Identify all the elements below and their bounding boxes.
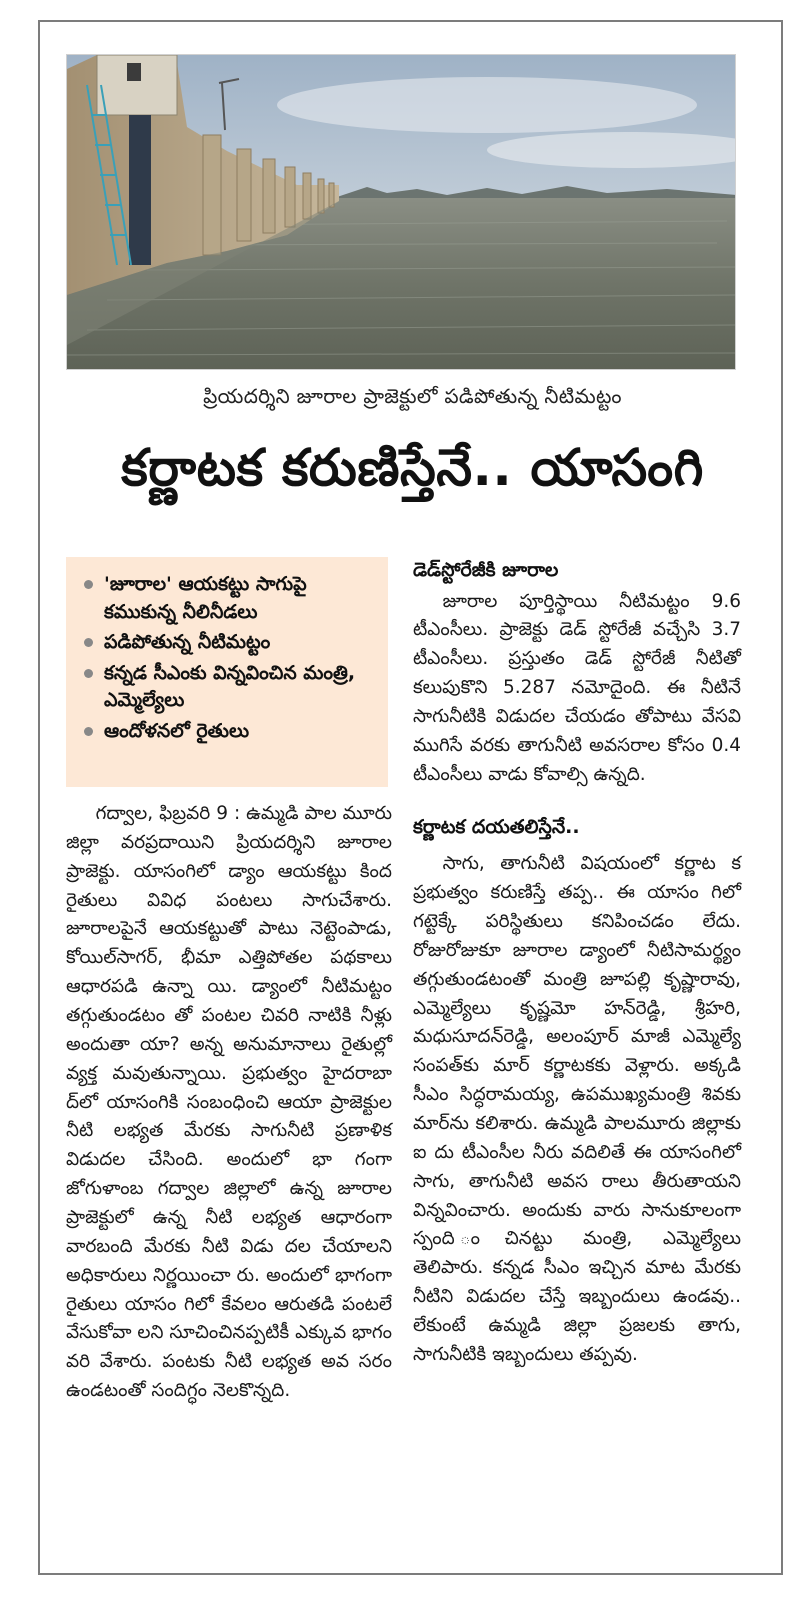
body-paragraph: గద్వాల, ఫిబ్రవరి 9 : ఉమ్మడి పాల మూరు జిల్లా వరప్రదాయిని ప్రియదర్శిని జూరాల ప్రాజెక్టు. యాసంగిలో డ్యాం ఆయకట్టు కింద రైతులు వివిధ పంటలు సాగుచేశారు. జూరాలపైనే ఆయకట్టుతో పాటు నెట్టెంపాడు, కోయిల్‌సాగర్, భీమా ఎత్తిపోతల పథకాలు ఆధారపడి ఉన్నా యి. డ్యాంలో నీటిమట్టం తగ్గుతుండటం తో పంటల చివరి నాటికి నీళ్లు అందుతా యా? అన్న అనుమానాలు రైతుల్లో వ్యక్త మవుతున్నాయి. ప్రభుత్వం హైదరాబా ద్‌లో యాసంగికి సంబంధించి ఆయా ప్రాజెక్టుల నీటి లభ్యత మేరకు సాగునీటి ప్రణాళిక విడుదల చేసింది. అందులో భా గంగా జోగుళాంబ గద్వాల జిల్లాలో ఉన్న జూరాల ప్రాజెక్టులో ఉన్న నీటి లభ్యత ఆధారంగా వారబంది మేరకు నీటి విడు దల చేయాలని అధికారులు నిర్ణయించా రు. అందులో భాగంగా రైతులు యాసం గిలో కేవలం ఆరుతడి పంటలే వేసుకోవా లని సూచించినప్పటికీ ఎక్కువ భాగం వరి వేశారు. పంటకు నీటి లభ్యత అవ సరం ఉండటంతో సందిగ్ధం నెలకొన్నది. [66,803,392,1402]
article-frame [38,20,783,1575]
dam-reservoir-image [67,55,736,370]
bullet-icon [84,580,93,589]
dam-photo [66,54,736,370]
highlight-item: 'జూరాల' ఆయకట్టు సాగుపై కముకున్న నీలినీడలు [80,571,378,626]
body-paragraph: జూరాల పూర్తిస్థాయి నీటిమట్టం 9.6 టీఎంసీలు. ప్రాజెక్టు డెడ్ స్టోరేజీ వచ్చేసి 3.7 టీఎంసీలు. ప్రస్తుతం డెడ్ స్టోరేజీ నీటితో కలుపుకొని 5.287 నమోదైంది. ఈ నీటినే సాగునీటికి విడుదల చేయడం తోపాటు వేసవి ముగిసే వరకు తాగునీటి అవసరాల కోసం 0.4 టీఎంసీలు వాడు కోవాల్సి ఉన్నది. [413,590,741,785]
highlight-item: కన్నడ సీఎంకు విన్నవించిన మంత్రి, ఎమ్మెల్యేలు [80,660,378,715]
highlights-box [66,557,388,787]
bullet-icon [84,638,93,647]
subheading-dead-storage: డెడ్‌స్టోరేజీకి జూరాల [413,559,559,581]
highlight-item: పడిపోతున్న నీటిమట్టం [80,629,378,657]
bullet-icon [84,669,93,678]
article-body-left [66,800,392,1406]
highlight-item: ఆందోళనలో రైతులు [80,718,378,746]
photo-caption: ప్రియదర్శిని జూరాల ప్రాజెక్టులో పడిపోతున్న నీటిమట్టం [203,384,622,408]
body-paragraph: సాగు, తాగునీటి విషయంలో కర్ణాట క ప్రభుత్వం కరుణిస్తే తప్ప.. ఈ యాసం గిలో గట్టెక్కే పరిస్థితులు కనిపించడం లేదు. రోజురోజుకూ జూరాల డ్యాంలో నీటిసామర్థ్యం తగ్గుతుండటంతో మంత్రి జూపల్లి కృష్ణారావు, ఎమ్మెల్యేలు కృష్ణమో హన్‌రెడ్డి, శ్రీహరి, మధుసూదన్‌రెడ్డి, అలంపూర్ మాజీ ఎమ్మెల్యే సంపత్‌కు మార్ కర్ణాటకకు వెళ్లారు. అక్కడి సీఎం సిద్ధరామయ్య, ఉపముఖ్యమంత్రి శివకు మార్‌ను కలిశారు. ఉమ్మడి పాలమూరు జిల్లాకు ఐ దు టీఎంసీల నీరు వదిలితే ఈ యాసంగిలో సాగు, తాగునీటి అవస రాలు తీరుతాయని విన్నవించారు. అందుకు వారు సానుకూలంగా స్పంది ంచినట్టు మంత్రి, ఎమ్మెల్యేలు తెలిపారు. కన్నడ సీఎం ఇచ్చిన మాట మేరకు నీటిని విడుదల చేస్తే ఇబ్బందులు ఉండవు.. లేకుంటే ఉమ్మడి జిల్లా ప్రజలకు తాగు, సాగునీటికి ఇబ్బందులు తప్పవు. [413,853,741,1365]
subheading-karnataka: కర్ణాటక దయతలిస్తేనే.. [413,815,580,838]
bullet-icon [84,727,93,736]
headline: కర్ణాటక కరుణిస్తేనే.. యాసంగి [121,439,704,498]
article-body-right [413,557,741,1370]
